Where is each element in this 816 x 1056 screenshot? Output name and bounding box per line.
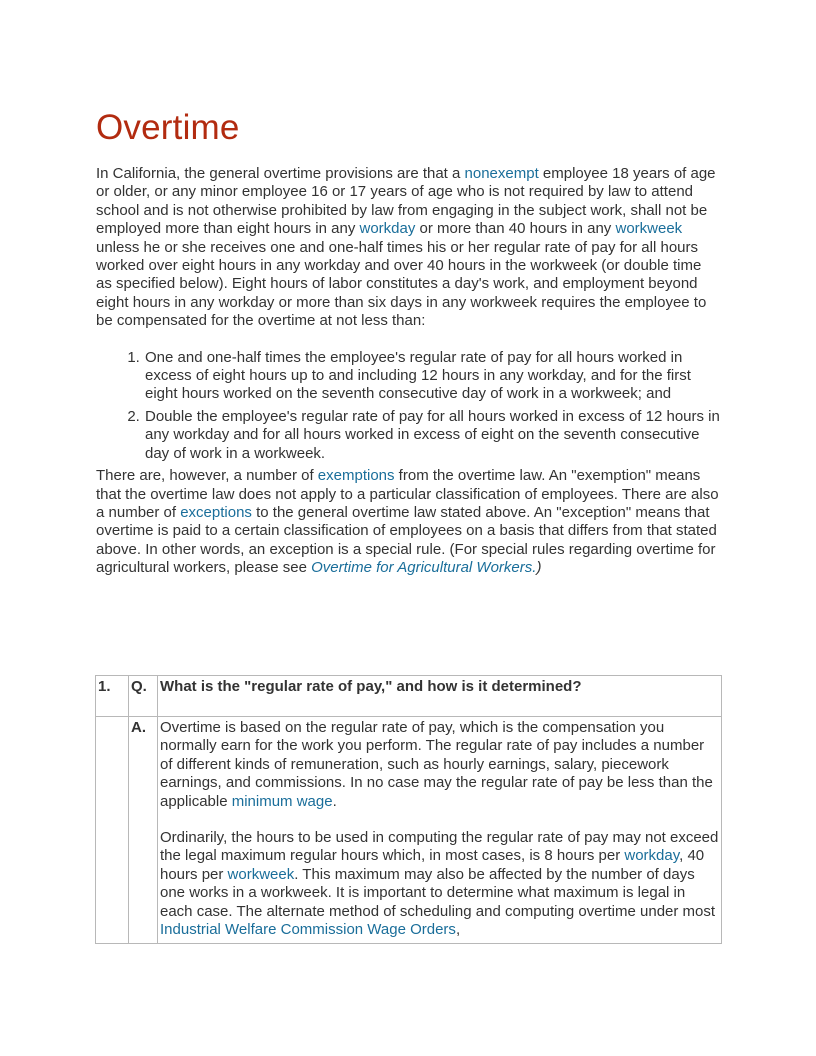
answer-label: A. [129,717,158,944]
intro-text: employee 18 years of age or older, or any minor employee 16 or 17 years of age who is not required by law to attend school and is not otherwise prohibited by law from engaging in the subject work, shall not be employed more than eight hours in any [96,165,716,238]
exceptions-link[interactable]: exceptions [180,503,252,521]
nonexempt-link[interactable]: nonexempt [464,165,539,182]
answer-text-run: Overtime is based on the regular rate of pay, which is the compensation you normally earn for the work you perform. The regular rate of pay includes a number of different kinds of remuneration, such as hourly earnings, salary, piecework earnings, and commissions. In no case may the regular rate of pay be less than the applicable [160,719,713,810]
minimum-wage-link[interactable]: minimum wage [231,792,333,810]
overtime-rate-list [96,349,721,463]
answer-paragraph [160,829,719,939]
exemptions-text: There are, however, a number of [96,467,318,485]
question-row [96,676,722,717]
answer-text-run: . This maximum may also be affected by the number of days one works in a workweek. It is important to determine what maximum is legal in each case. The alternate method of scheduling and computing overtime under most [160,865,716,920]
answer-paragraph [160,719,719,811]
exemptions-text: to the general overtime law stated above. An "exception" means that overtime is paid to a certain classification of employees on a basis that differs from that stated above. In other words, an exception is a special rule. (For special rules regarding overtime for agricultural workers, please see [96,503,717,577]
page-title: Overtime [96,108,240,147]
list-item: 2. Double the employee's regular rate of pay for all hours worked in excess of 12 hours in any workday and for all hours worked in excess of eight on the seventh consecutive day of work in a workweek. [144,408,721,463]
answer-text-run: , 40 hours per [160,847,705,883]
answer-text-run: , [455,921,461,939]
faq-table [95,675,722,944]
answer-text [158,717,722,944]
answer-text-run: . [332,792,337,810]
exemptions-text: from the overtime law. An "exemption" means that the overtime law does not apply to a particular classification of employees. There are also a number of [96,467,719,521]
answer-number-cell [96,717,129,944]
agricultural-workers-link[interactable]: Overtime for Agricultural Workers. [311,559,537,577]
intro-text: In California, the general overtime provisions are that a [96,165,465,182]
answer-row [96,717,722,944]
iwc-wage-orders-link[interactable]: Industrial Welfare Commission Wage Orders [160,921,456,939]
workday-link[interactable]: workday [359,220,416,238]
workweek-link[interactable]: workweek [227,865,295,883]
answer-text-run: Ordinarily, the hours to be used in computing the regular rate of pay may not exceed the legal maximum regular hours which, in most cases, is 8 hours per [160,829,719,865]
workday-link[interactable]: workday [624,847,680,865]
exemptions-link[interactable]: exemptions [317,467,395,485]
intro-paragraph [96,165,721,331]
question-number: 1. [96,676,129,717]
exemptions-text: ) [536,559,542,577]
workweek-link[interactable]: workweek [615,220,683,238]
list-item: 1. One and one-half times the employee's regular rate of pay for all hours worked in excess of eight hours up to and including 12 hours in any workday, and for the first eight hours worked on the seventh consecutive day of work in a workweek; and [144,349,721,404]
intro-text: or more than 40 hours in any [415,220,616,238]
main-content [96,165,721,578]
question-text: What is the "regular rate of pay," and how is it determined? [158,676,722,717]
intro-text: unless he or she receives one and one-half times his or her regular rate of pay for all hours worked over eight hours in any workday and over 40 hours in the workweek (or double time as specified below). Eight hours of labor constitutes a day's work, and employment beyond eight hours in any workday or more than six days in any workweek requires the employee to be compensated for the overtime at not less than: [96,238,707,330]
question-label: Q. [129,676,158,717]
exemptions-paragraph [96,467,721,577]
